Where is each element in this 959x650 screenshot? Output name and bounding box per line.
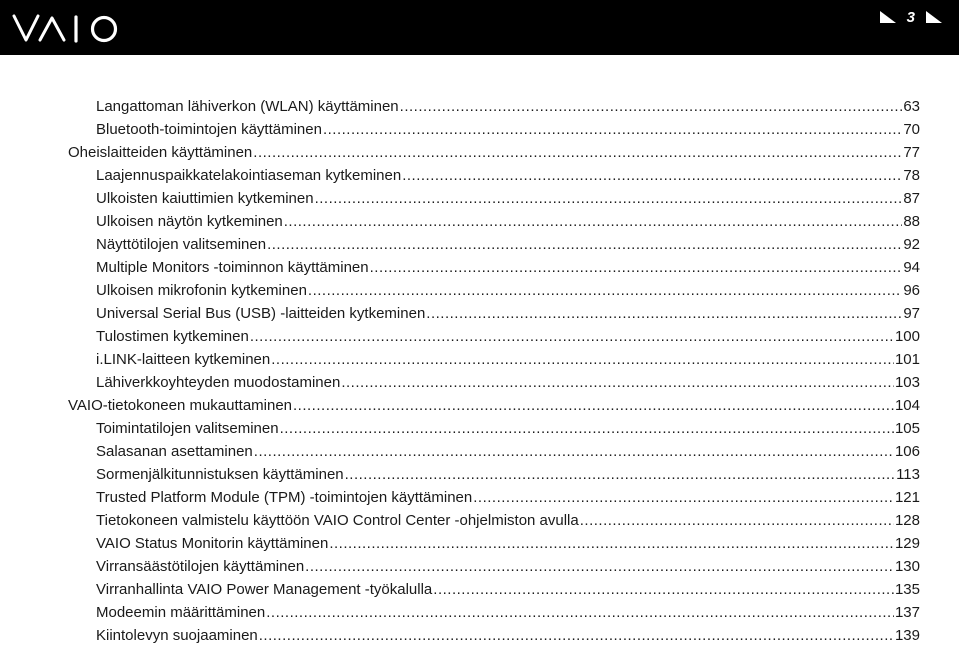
toc-entry[interactable]: [68, 121, 920, 144]
toc-entry-title[interactable]: Ulkoisten kaiuttimien kytkeminen: [96, 190, 314, 207]
toc-entry-page[interactable]: 104: [894, 397, 920, 414]
toc-entry-title[interactable]: Universal Serial Bus (USB) -laitteiden kytkeminen: [96, 305, 426, 322]
toc-entry-title[interactable]: Langattoman lähiverkon (WLAN) käyttäminen: [96, 98, 399, 115]
toc-entry[interactable]: [68, 535, 920, 558]
toc-entry-page[interactable]: 139: [894, 627, 920, 644]
toc-entry[interactable]: [68, 581, 920, 604]
table-of-contents: [68, 98, 920, 650]
toc-entry-page[interactable]: 77: [903, 144, 920, 161]
toc-entry-page[interactable]: 135: [894, 581, 920, 598]
page-navigation: [879, 7, 943, 27]
toc-entry-page[interactable]: 106: [894, 443, 920, 460]
arrow-left-icon[interactable]: [879, 10, 897, 24]
toc-entry-title[interactable]: Tulostimen kytkeminen: [96, 328, 249, 345]
toc-entry-page[interactable]: 92: [903, 236, 920, 253]
toc-entry-title[interactable]: VAIO-tietokoneen mukauttaminen: [68, 397, 293, 414]
toc-entry[interactable]: [68, 328, 920, 351]
toc-dot-leader: [253, 144, 902, 161]
toc-entry-title[interactable]: Salasanan asettaminen: [96, 443, 253, 460]
toc-entry[interactable]: [68, 236, 920, 259]
arrow-right-icon[interactable]: [925, 10, 943, 24]
toc-entry-page[interactable]: 96: [903, 282, 920, 299]
toc-dot-leader: [284, 213, 903, 230]
toc-entry-page[interactable]: 130: [894, 558, 920, 575]
toc-entry-title[interactable]: Bluetooth-toimintojen käyttäminen: [96, 121, 322, 138]
toc-dot-leader: [315, 190, 903, 207]
toc-entry-title[interactable]: Ulkoisen näytön kytkeminen: [96, 213, 283, 230]
toc-entry-title[interactable]: Ulkoisen mikrofonin kytkeminen: [96, 282, 307, 299]
toc-entry-page[interactable]: 137: [894, 604, 920, 621]
toc-entry-page[interactable]: 94: [903, 259, 920, 276]
toc-dot-leader: [293, 397, 894, 414]
toc-entry-page[interactable]: 100: [894, 328, 920, 345]
toc-dot-leader: [323, 121, 902, 138]
toc-entry[interactable]: [68, 374, 920, 397]
toc-entry-page[interactable]: 87: [903, 190, 920, 207]
toc-dot-leader: [271, 351, 894, 368]
toc-entry[interactable]: [68, 144, 920, 167]
toc-entry[interactable]: [68, 282, 920, 305]
toc-entry[interactable]: [68, 397, 920, 420]
toc-entry-title[interactable]: Virranhallinta VAIO Power Management -työkalulla: [96, 581, 433, 598]
toc-entry-title[interactable]: Sormenjälkitunnistuksen käyttäminen: [96, 466, 344, 483]
toc-dot-leader: [473, 489, 894, 506]
toc-entry[interactable]: [68, 512, 920, 535]
toc-dot-leader: [433, 581, 894, 598]
header-bar: [0, 0, 959, 55]
toc-entry-page[interactable]: 105: [894, 420, 920, 437]
toc-entry-page[interactable]: 78: [903, 167, 920, 184]
toc-dot-leader: [305, 558, 894, 575]
toc-entry-page[interactable]: 128: [894, 512, 920, 529]
toc-entry-title[interactable]: VAIO Status Monitorin käyttäminen: [96, 535, 329, 552]
page-number: 3: [906, 8, 915, 26]
toc-entry-title[interactable]: Multiple Monitors -toiminnon käyttäminen: [96, 259, 369, 276]
toc-entry[interactable]: [68, 627, 920, 650]
toc-entry[interactable]: [68, 351, 920, 374]
toc-entry[interactable]: [68, 98, 920, 121]
toc-entry[interactable]: [68, 259, 920, 282]
toc-entry-title[interactable]: i.LINK-laitteen kytkeminen: [96, 351, 271, 368]
toc-entry-page[interactable]: 101: [894, 351, 920, 368]
toc-entry-page[interactable]: 97: [903, 305, 920, 322]
toc-dot-leader: [400, 98, 903, 115]
toc-entry-title[interactable]: Modeemin määrittäminen: [96, 604, 266, 621]
toc-dot-leader: [254, 443, 894, 460]
toc-entry[interactable]: [68, 489, 920, 512]
toc-dot-leader: [259, 627, 894, 644]
toc-entry[interactable]: [68, 466, 920, 489]
toc-dot-leader: [250, 328, 894, 345]
toc-dot-leader: [426, 305, 902, 322]
toc-entry-page[interactable]: 129: [894, 535, 920, 552]
toc-entry-page[interactable]: 63: [903, 98, 920, 115]
toc-entry[interactable]: [68, 305, 920, 328]
toc-entry-page[interactable]: 88: [903, 213, 920, 230]
toc-entry-title[interactable]: Laajennuspaikkatelakointiaseman kytkeminen: [96, 167, 402, 184]
toc-entry[interactable]: [68, 420, 920, 443]
vaio-logo: [12, 12, 124, 44]
toc-entry[interactable]: [68, 558, 920, 581]
toc-entry[interactable]: [68, 167, 920, 190]
toc-entry-page[interactable]: 121: [894, 489, 920, 506]
toc-entry-title[interactable]: Toimintatilojen valitseminen: [96, 420, 279, 437]
toc-entry-page[interactable]: 103: [894, 374, 920, 391]
toc-entry[interactable]: [68, 604, 920, 627]
toc-dot-leader: [341, 374, 894, 391]
toc-entry-title[interactable]: Näyttötilojen valitseminen: [96, 236, 267, 253]
toc-dot-leader: [266, 604, 894, 621]
toc-dot-leader: [267, 236, 902, 253]
toc-dot-leader: [580, 512, 894, 529]
toc-entry-title[interactable]: Trusted Platform Module (TPM) -toimintojen käyttäminen: [96, 489, 473, 506]
toc-entry-title[interactable]: Kiintolevyn suojaaminen: [96, 627, 258, 644]
toc-entry-title[interactable]: Oheislaitteiden käyttäminen: [68, 144, 253, 161]
toc-dot-leader: [280, 420, 894, 437]
toc-entry[interactable]: [68, 443, 920, 466]
toc-dot-leader: [370, 259, 903, 276]
toc-entry[interactable]: [68, 213, 920, 236]
toc-entry-title[interactable]: Tietokoneen valmistelu käyttöön VAIO Control Center -ohjelmiston avulla: [96, 512, 579, 529]
toc-entry[interactable]: [68, 190, 920, 213]
toc-dot-leader: [402, 167, 902, 184]
toc-dot-leader: [345, 466, 895, 483]
toc-entry-page[interactable]: 113: [896, 466, 920, 483]
toc-entry-page[interactable]: 70: [903, 121, 920, 138]
toc-entry-title[interactable]: Virransäästötilojen käyttäminen: [96, 558, 305, 575]
toc-entry-title[interactable]: Lähiverkkoyhteyden muodostaminen: [96, 374, 341, 391]
toc-dot-leader: [308, 282, 902, 299]
toc-dot-leader: [329, 535, 894, 552]
